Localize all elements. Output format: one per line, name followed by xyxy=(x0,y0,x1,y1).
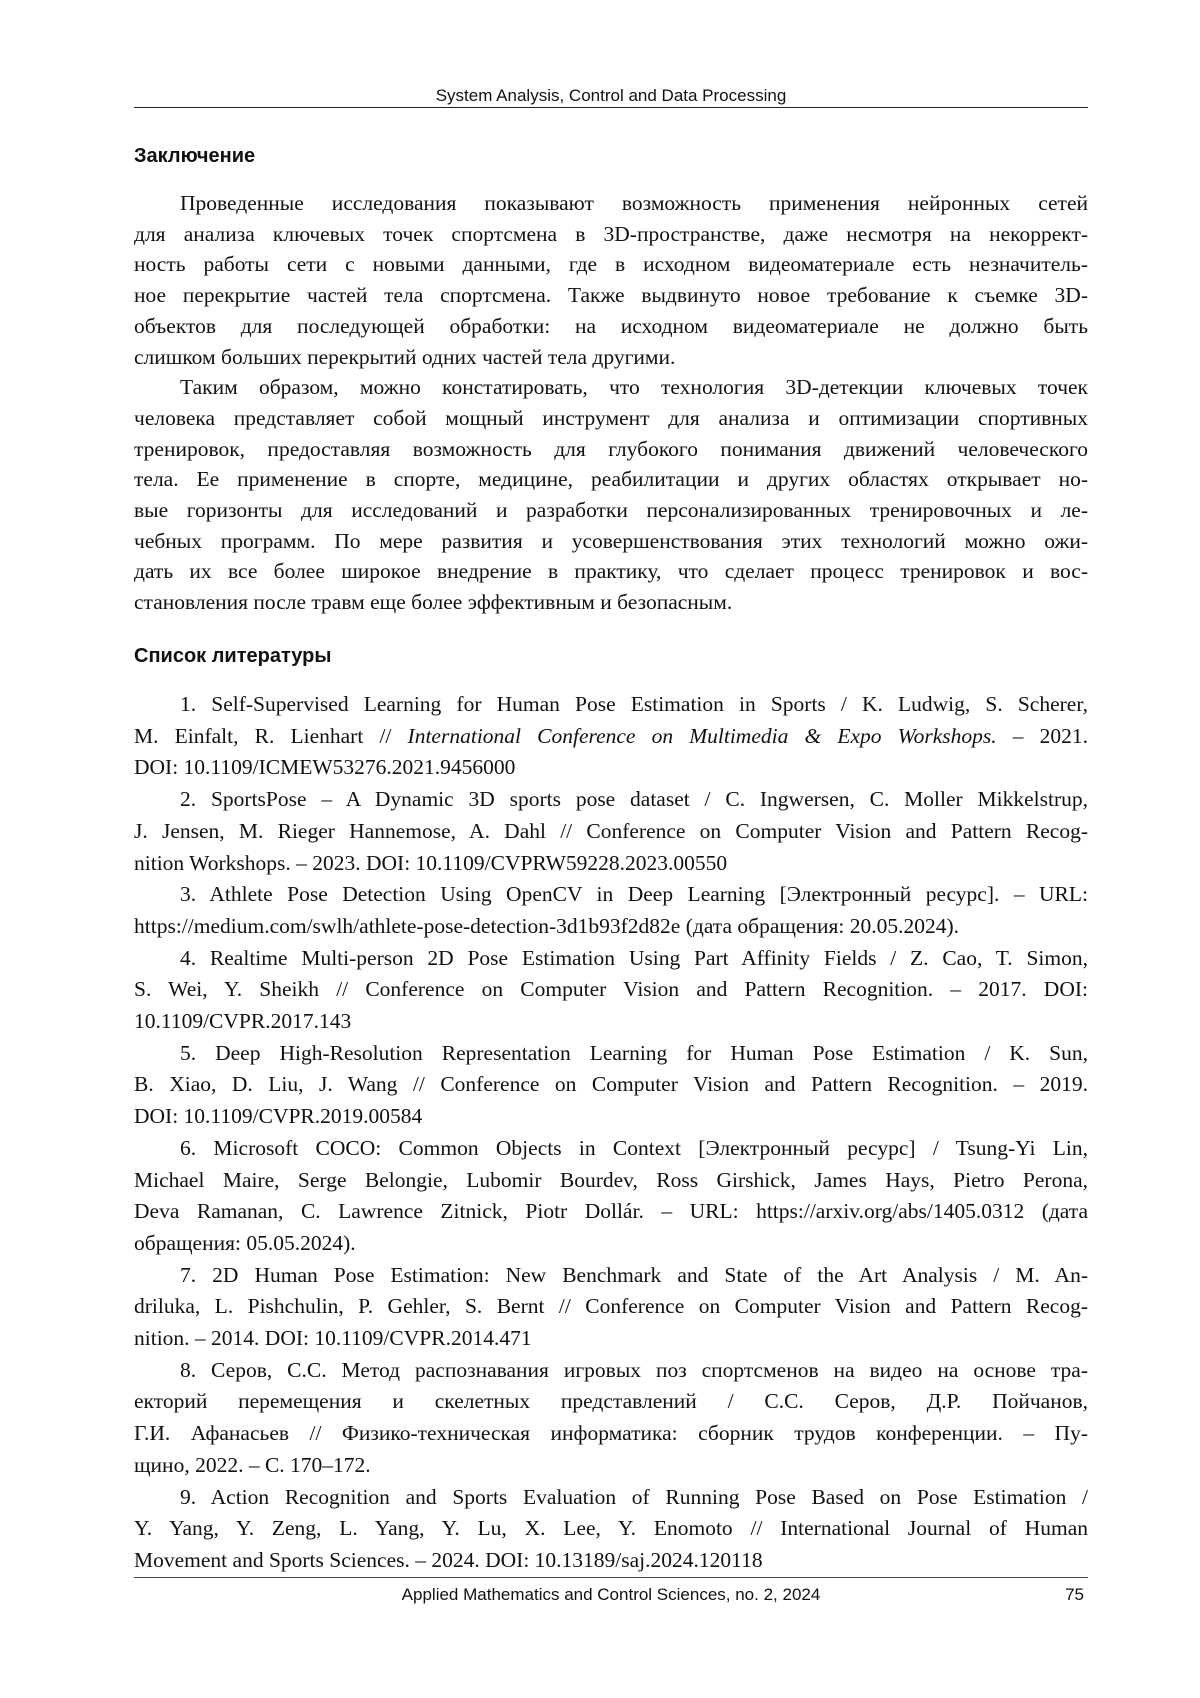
text-line: человека представляет собой мощный инструмент для анализа и оптимизации спортивных xyxy=(134,405,1088,430)
text-line: B. Xiao, D. Liu, J. Wang // Conference on Computer Vision and Pattern Recognition. – 2019. xyxy=(134,1072,1088,1097)
text-line: 1. Self-Supervised Learning for Human Pose Estimation in Sports / K. Ludwig, S. Scherer, xyxy=(180,692,1088,716)
text-line: driluka, L. Pishchulin, P. Gehler, S. Bernt // Conference on Computer Vision and Pattern Recog- xyxy=(134,1294,1088,1319)
text-line: 9. Action Recognition and Sports Evaluation of Running Pose Based on Pose Estimation / xyxy=(180,1484,1088,1509)
text-line: для анализа ключевых точек спортсмена в 3D-пространстве, даже несмотря на некоррект- xyxy=(134,221,1088,246)
text-line: объектов для последующей обработки: на исходном видеоматериале не должно быть xyxy=(134,313,1088,338)
text-line: ное перекрытие частей тела спортсмена. Также выдвинуто новое требование к съемке 3D- xyxy=(134,283,1088,308)
text-line: DOI: 10.1109/ICMEW53276.2021.9456000 xyxy=(134,755,516,780)
text-line: Таким образом, можно констатировать, что технология 3D-детекции ключевых точек xyxy=(180,375,1088,400)
reference-item xyxy=(134,879,1088,942)
conclusion-body xyxy=(134,188,1088,618)
text-line: 3. Athlete Pose Detection Using OpenCV in Deep Learning [Электронный ресурс]. – URL: xyxy=(180,882,1088,907)
reference-item xyxy=(134,943,1088,1038)
text-line: дать их все более широкое внедрение в практику, что сделает процесс тренировок и вос- xyxy=(134,559,1088,584)
text-line: чебных программ. По мере развития и усовершенствования этих технологий можно ожи- xyxy=(134,528,1088,553)
text-line: екторий перемещения и скелетных представлений / С.С. Серов, Д.Р. Пойчанов, xyxy=(134,1389,1088,1414)
header-divider xyxy=(134,107,1088,108)
reference-item xyxy=(134,1133,1088,1260)
text-line: Г.И. Афанасьев // Физико-техническая информатика: сборник трудов конференции. – Пу- xyxy=(134,1421,1088,1446)
text-segment: M. Einfalt, R. Lienhart // xyxy=(134,723,408,748)
text-line: Deva Ramanan, C. Lawrence Zitnick, Piotr Dollár. – URL: https://arxiv.org/abs/1405.0312 (дата xyxy=(134,1199,1088,1224)
text-line: обращения: 05.05.2024). xyxy=(134,1230,356,1255)
section-heading-references: Список литературы xyxy=(134,645,332,667)
reference-list xyxy=(134,689,1088,1577)
reference-item xyxy=(134,1482,1088,1577)
text-line: 10.1109/CVPR.2017.143 xyxy=(134,1009,352,1034)
text-line: nition. – 2014. DOI: 10.1109/CVPR.2014.471 xyxy=(134,1326,532,1351)
section-heading-conclusion: Заключение xyxy=(134,145,256,167)
text-line: J. Jensen, M. Rieger Hannemose, A. Dahl // Conference on Computer Vision and Pattern Recog- xyxy=(134,818,1088,843)
reference-item xyxy=(134,1355,1088,1482)
text-line: тренировок, предоставляя возможность для глубокого понимания движений человеческого xyxy=(134,436,1088,461)
text-line: Michael Maire, Serge Belongie, Lubomir Bourdev, Ross Girshick, James Hays, Pietro Perona, xyxy=(134,1167,1088,1192)
text-line: 4. Realtime Multi-person 2D Pose Estimation Using Part Affinity Fields / Z. Cao, T. Simon, xyxy=(180,945,1088,970)
text-line: Movement and Sports Sciences. – 2024. DOI: 10.13189/saj.2024.120118 xyxy=(134,1547,763,1572)
text-line xyxy=(134,721,1088,753)
running-footer xyxy=(134,1585,1088,1607)
text-line: ность работы сети с новыми данными, где в исходном видеоматериале есть незначитель- xyxy=(134,252,1088,277)
journal-citation: Applied Mathematics and Control Sciences, no. 2, 2024 xyxy=(401,1585,821,1604)
text-line: вые горизонты для исследований и разработки персонализированных тренировочных и ле- xyxy=(134,498,1088,523)
reference-item xyxy=(134,784,1088,879)
text-line: становления после травм еще более эффективным и безопасным. xyxy=(134,590,733,615)
reference-item xyxy=(134,689,1088,784)
text-line: 8. Серов, С.С. Метод распознавания игровых поз спортсменов на видео на основе тра- xyxy=(180,1357,1088,1382)
text-line: 5. Deep High-Resolution Representation Learning for Human Pose Estimation / K. Sun, xyxy=(180,1040,1088,1065)
text-line: тела. Ее применение в спорте, медицине, реабилитации и других областях открывает но- xyxy=(134,467,1088,492)
text-line: DOI: 10.1109/CVPR.2019.00584 xyxy=(134,1104,423,1129)
text-line: S. Wei, Y. Sheikh // Conference on Computer Vision and Pattern Recognition. – 2017. DOI: xyxy=(134,977,1088,1002)
paragraph xyxy=(134,188,1088,372)
text-line: щино, 2022. – С. 170–172. xyxy=(134,1452,371,1477)
footer-divider xyxy=(134,1577,1088,1578)
text-segment: – 2021. xyxy=(996,723,1089,748)
text-line: Y. Yang, Y. Zeng, L. Yang, Y. Lu, X. Lee, Y. Enomoto // International Journal of Human xyxy=(134,1516,1088,1541)
reference-item xyxy=(134,1260,1088,1355)
running-header: System Analysis, Control and Data Processing xyxy=(435,86,787,105)
page-number: 75 xyxy=(1065,1585,1084,1604)
text-line: слишком больших перекрытий одних частей тела другими. xyxy=(134,344,676,369)
text-line: 2. SportsPose – A Dynamic 3D sports pose dataset / C. Ingwersen, C. Moller Mikkelstrup, xyxy=(180,787,1088,812)
text-line: 6. Microsoft COCO: Common Objects in Context [Электронный ресурс] / Tsung-Yi Lin, xyxy=(180,1135,1088,1160)
text-line: Проведенные исследования показывают возможность применения нейронных сетей xyxy=(180,191,1088,215)
text-line: https://medium.com/swlh/athlete-pose-detection-3d1b93f2d82e (дата обращения: 20.05.2024). xyxy=(134,913,959,938)
reference-item xyxy=(134,1038,1088,1133)
journal-title-italic: International Conference on Multimedia & Expo Workshops. xyxy=(407,723,997,748)
text-line: 7. 2D Human Pose Estimation: New Benchmark and State of the Art Analysis / M. An- xyxy=(180,1262,1088,1287)
text-line: nition Workshops. – 2023. DOI: 10.1109/CVPRW59228.2023.00550 xyxy=(134,850,728,875)
paragraph xyxy=(134,372,1088,618)
